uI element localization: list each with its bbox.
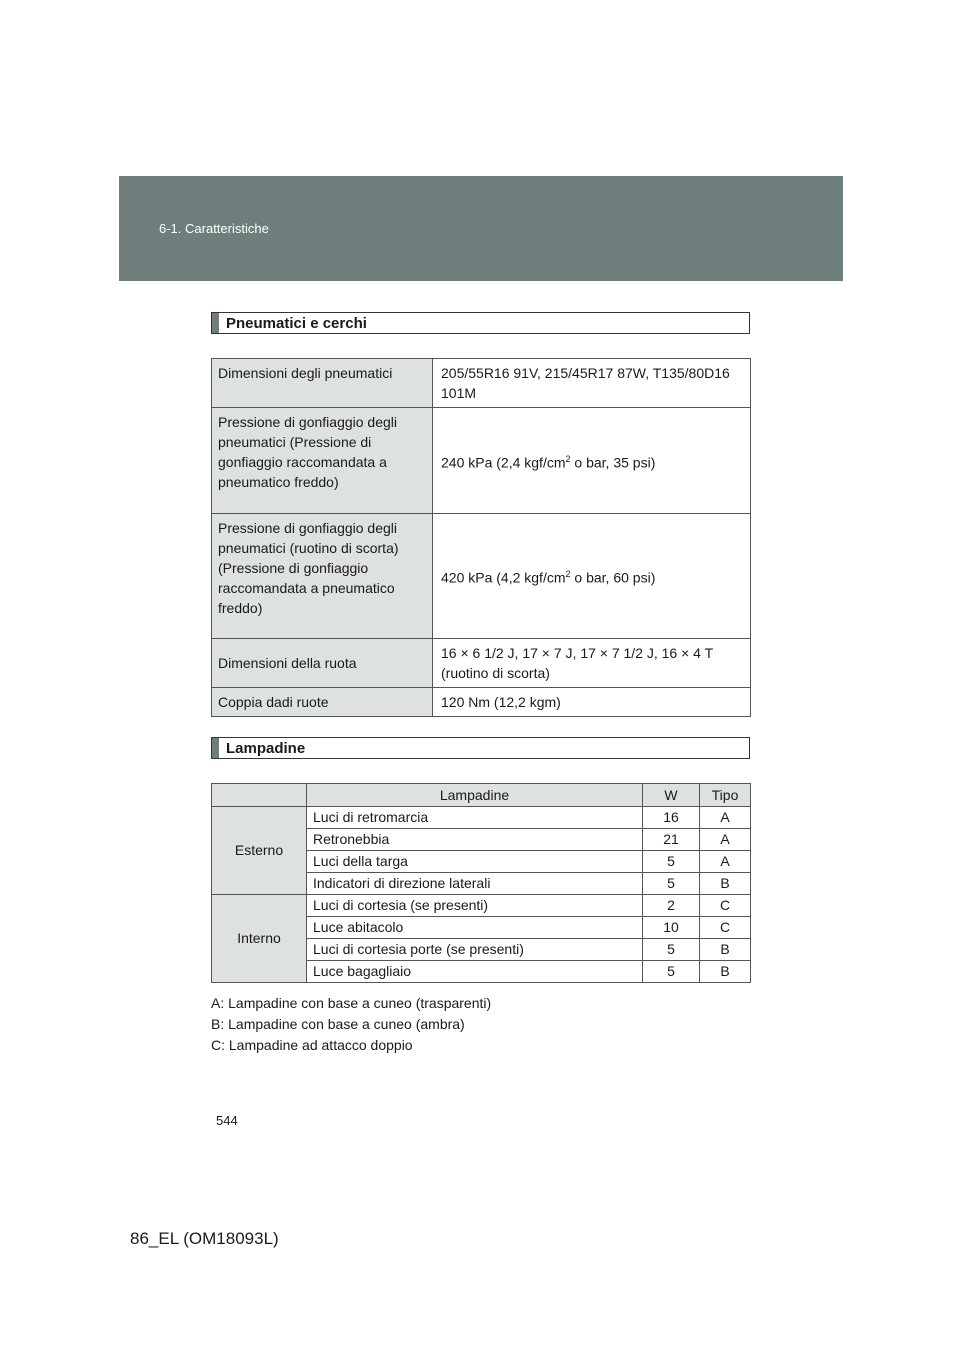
tyres-heading-text: Pneumatici e cerchi xyxy=(226,315,367,332)
table-row xyxy=(212,359,751,408)
heading-bar xyxy=(212,313,219,333)
bulb-type: C xyxy=(700,895,751,917)
bulbs-table xyxy=(211,783,751,983)
header-cell-group xyxy=(212,784,307,807)
heading-bar xyxy=(212,738,219,758)
bulb-watt: 5 xyxy=(643,961,700,983)
bulb-name: Luce abitacolo xyxy=(307,917,643,939)
bulb-type: A xyxy=(700,807,751,829)
note-a: A: Lampadine con base a cuneo (trasparenti) xyxy=(211,995,492,1011)
page-number: 544 xyxy=(216,1113,238,1128)
bulb-type-notes xyxy=(211,993,491,1056)
bulb-watt: 2 xyxy=(643,895,700,917)
table-row xyxy=(212,639,751,688)
table-row xyxy=(212,408,751,514)
row-label: Coppia dadi ruote xyxy=(212,688,433,717)
bulb-watt: 21 xyxy=(643,829,700,851)
bulb-watt: 5 xyxy=(643,851,700,873)
tyres-heading xyxy=(211,312,750,334)
row-label: Dimensioni degli pneumatici xyxy=(212,359,433,408)
header-cell-tipo: Tipo xyxy=(700,784,751,807)
bulb-name: Luci di retromarcia xyxy=(307,807,643,829)
row-value: 420 kPa (4,2 kgf/$cm^2$ o bar, 60 psi) xyxy=(433,514,751,639)
table-row xyxy=(212,895,751,917)
section-title: 6-1. Caratteristiche xyxy=(159,221,269,236)
row-value: 120 Nm (12,2 kgm) xyxy=(433,688,751,717)
row-label: Pressione di gonfiaggio degli pneumatici (ruotino di scorta) (Pressione di gonfiaggio raccomandata a pneumatico freddo) xyxy=(212,514,433,639)
table-header-row xyxy=(212,784,751,807)
bulb-type: B xyxy=(700,961,751,983)
bulb-watt: 5 xyxy=(643,939,700,961)
document-code: 86_EL (OM18093L) xyxy=(130,1229,279,1248)
bulbs-heading-text: Lampadine xyxy=(226,740,306,757)
group-esterno: Esterno xyxy=(212,807,307,895)
bulb-watt: 5 xyxy=(643,873,700,895)
row-label: Pressione di gonfiaggio degli pneumatici (Pressione di gonfiaggio raccomandata a pneumatico freddo) xyxy=(212,408,433,514)
row-value: 205/55R16 91V, 215/45R17 87W, T135/80D16 101M xyxy=(433,359,751,408)
bulb-type: B xyxy=(700,939,751,961)
row-label: Dimensioni della ruota xyxy=(212,639,433,688)
bulb-name: Luci di cortesia porte (se presenti) xyxy=(307,939,643,961)
header-band xyxy=(119,176,843,281)
bulb-name: Luci della targa xyxy=(307,851,643,873)
table-row xyxy=(212,807,751,829)
header-cell-w: W xyxy=(643,784,700,807)
bulb-watt: 16 xyxy=(643,807,700,829)
bulb-type: A xyxy=(700,851,751,873)
table-row xyxy=(212,514,751,639)
tyres-table xyxy=(211,358,751,717)
bulb-type: A xyxy=(700,829,751,851)
bulbs-heading xyxy=(211,737,750,759)
note-c: C: Lampadine ad attacco doppio xyxy=(211,1037,413,1053)
bulb-type: C xyxy=(700,917,751,939)
row-value: 16 × 6 1/2 J, 17 × 7 J, 17 × 7 1/2 J, 16 × 4 T (ruotino di scorta) xyxy=(433,639,751,688)
table-row xyxy=(212,688,751,717)
note-b: B: Lampadine con base a cuneo (ambra) xyxy=(211,1016,465,1032)
header-cell-bulb: Lampadine xyxy=(307,784,643,807)
group-interno: Interno xyxy=(212,895,307,983)
bulb-name: Luci di cortesia (se presenti) xyxy=(307,895,643,917)
bulb-watt: 10 xyxy=(643,917,700,939)
row-value: 240 kPa (2,4 kgf/$cm^2$ o bar, 35 psi) xyxy=(433,408,751,514)
bulb-type: B xyxy=(700,873,751,895)
bulb-name: Luce bagagliaio xyxy=(307,961,643,983)
bulb-name: Retronebbia xyxy=(307,829,643,851)
bulb-name: Indicatori di direzione laterali xyxy=(307,873,643,895)
